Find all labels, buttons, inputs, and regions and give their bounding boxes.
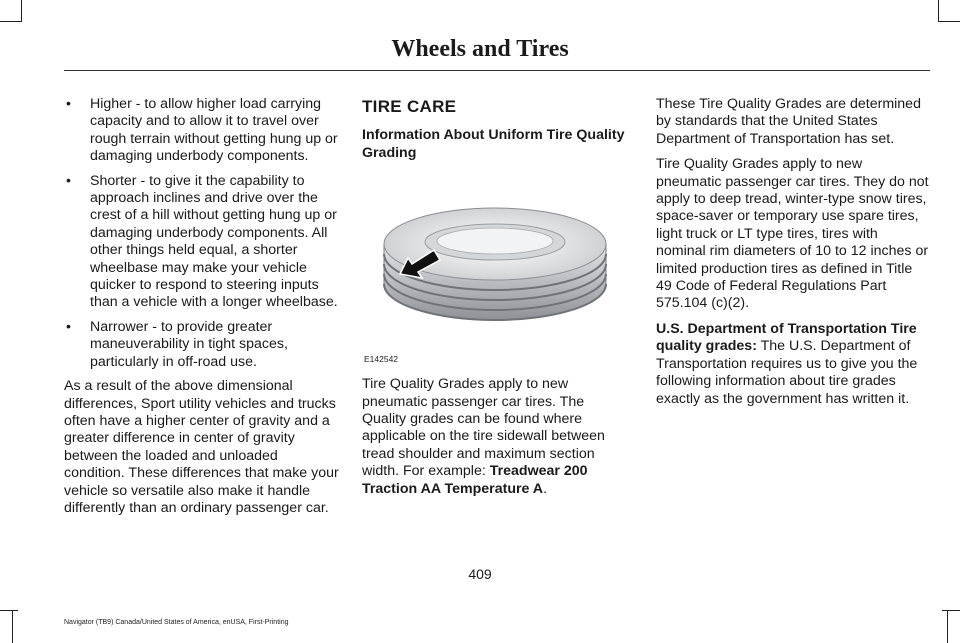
figure-code: E142542	[364, 353, 399, 364]
tire-icon	[362, 172, 632, 372]
page-number: 409	[468, 566, 492, 582]
list-item: • Shorter - to give it the capability to approach inclines and drive over the crest of a hill without getting hung up or damaging underbody components. All other things held equal, a shorter wheelbase may make your vehicle quicker to respond to steering inputs than a vehicle with a longer wheelbase.	[66, 172, 338, 311]
footer-text: Navigator (TB9) Canada/United States of America, enUSA, First-Printing	[64, 619, 289, 626]
body-paragraph: U.S. Department of Transportation Tire quality grades: The U.S. Department of Transportation requires us to give you the following information about tire grades exactly as the government has written it.	[656, 320, 918, 407]
crop-mark	[942, 610, 960, 611]
crop-mark	[0, 610, 18, 611]
crop-mark	[938, 0, 939, 22]
middle-column	[362, 96, 632, 506]
tire-illustration	[362, 172, 632, 372]
section-heading: TIRE CARE	[362, 97, 457, 116]
right-column	[656, 96, 930, 416]
subsection-heading: Information About Uniform Tire Quality Grading	[362, 127, 625, 161]
left-column	[64, 96, 340, 525]
body-paragraph: As a result of the above dimensional differences, Sport utility vehicles and trucks often have a higher center of gravity and a greater difference in center of gravity between the loaded and unloaded condition. These differences that make your vehicle so versatile also make it handle differently than an ordinary passenger car.	[64, 378, 339, 516]
bullet-icon: •	[66, 318, 71, 335]
bullet-list	[64, 96, 340, 371]
body-paragraph: Tire Quality Grades apply to new pneumatic passenger car tires. They do not apply to deep tread, winter-type snow tires, space-saver or temporary use spare tires, light truck or LT type tires, tires with nominal rim diameters of 10 to 12 inches or limited production tires as defined in Title 49 Code of Federal Regulations Part 575.104 (c)(2).	[656, 156, 929, 312]
crop-mark	[21, 0, 22, 22]
list-item: • Higher - to allow higher load carrying capacity and to allow it to travel over rough terrain without getting hung up or damaging underbody components.	[66, 96, 338, 165]
bullet-icon: •	[66, 96, 71, 112]
list-item: • Narrower - to provide greater maneuverability in tight spaces, particularly in off-road use.	[66, 318, 288, 370]
header-divider	[64, 70, 930, 71]
page-title: Wheels and Tires	[391, 36, 569, 62]
crop-mark	[0, 21, 22, 22]
crop-mark	[12, 610, 13, 643]
body-paragraph: Tire Quality Grades apply to new pneumatic passenger car tires. The Quality grades can be found where applicable on the tire sidewall between tread shoulder and maximum section width. For example: Treadwear 200 Traction AA Temperature A.	[362, 376, 605, 497]
crop-mark	[947, 610, 948, 643]
body-paragraph: These Tire Quality Grades are determined by standards that the United States Department of Transportation has set.	[656, 96, 921, 147]
bullet-icon: •	[66, 172, 71, 189]
crop-mark	[938, 21, 960, 22]
